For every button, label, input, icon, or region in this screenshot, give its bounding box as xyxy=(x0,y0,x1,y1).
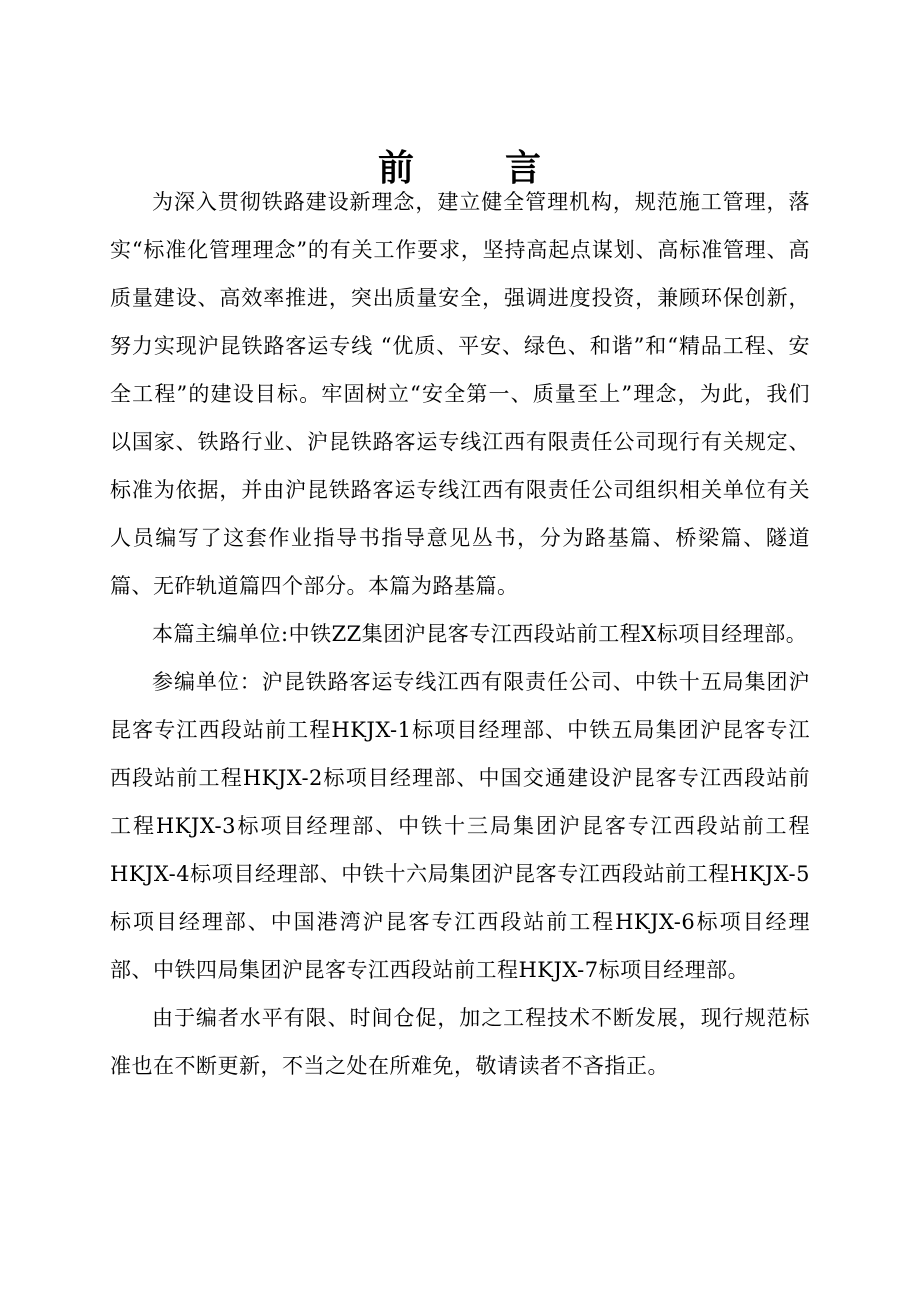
document-body xyxy=(110,178,810,1090)
title-char-2: 言 xyxy=(505,147,543,190)
paragraph-intro: 为深入贯彻铁路建设新理念，建立健全管理机构，规范施工管理，落实“标准化管理理念”的有关工作要求，坚持高起点谋划、高标准管理、高质量建设、高效率推进，突出质量安全，强调进度投资，兼顾环保创新，努力实现沪昆铁路客运专线 “优质、平安、绿色、和谐”和“精品工程、安全工程”的建设目标。牢固树立“安全第一、质量至上”理念，为此，我们以国家、铁路行业、沪昆铁路客运专线江西有限责任公司现行有关规定、标准为依据，并由沪昆铁路客运专线江西有限责任公司组织相关单位有关人员编写了这套作业指导书指导意见丛书，分为路基篇、桥梁篇、隧道篇、无砟轨道篇四个部分。本篇为路基篇。 xyxy=(110,190,810,598)
paragraph-contributors: 参编单位：沪昆铁路客运专线江西有限责任公司、中铁十五局集团沪昆客专江西段站前工程HKJX-1标项目经理部、中铁五局集团沪昆客专江西段站前工程HKJX-2标项目经理部、中国交通建设沪昆客专江西段站前工程HKJX-3标项目经理部、中铁十三局集团沪昆客专江西段站前工程HKJX-4标项目经理部、中铁十六局集团沪昆客专江西段站前工程HKJX-5标项目经理部、中国港湾沪昆客专江西段站前工程HKJX-6标项目经理部、中铁四局集团沪昆客专江西段站前工程HKJX-7标项目经理部。 xyxy=(110,670,810,982)
paragraph-closing: 由于编者水平有限、时间仓促，加之工程技术不断发展，现行规范标准也在不断更新，不当之处在所难免，敬请读者不吝指正。 xyxy=(110,1006,810,1078)
paragraph-chief-editor: 本篇主编单位:中铁ZZ集团沪昆客专江西段站前工程X标项目经理部。 xyxy=(152,622,808,646)
title-char-1: 前 xyxy=(377,147,415,190)
